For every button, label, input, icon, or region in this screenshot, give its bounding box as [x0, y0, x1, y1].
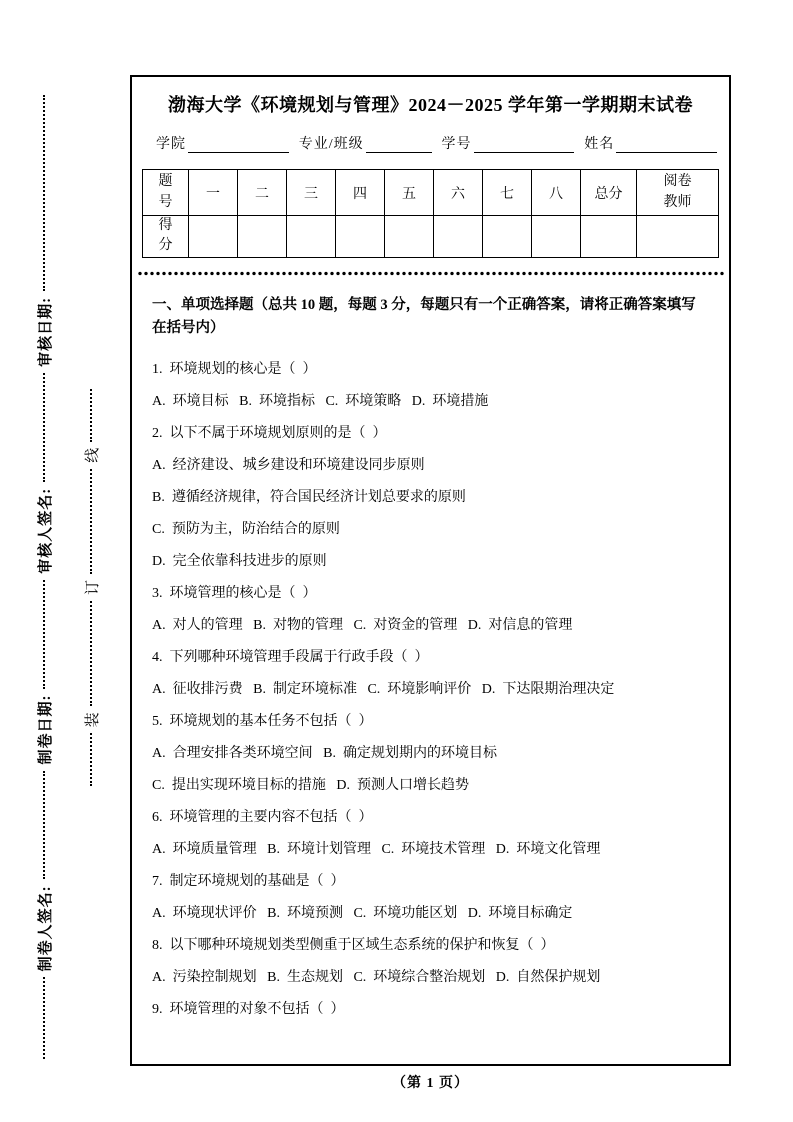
score-column-header: 总分: [581, 170, 637, 216]
exam-text-line: A. 环境现状评价 B. 环境预测 C. 环境功能区划 D. 环境目标确定: [152, 905, 573, 921]
question-area: [152, 360, 709, 1019]
exam-text-line: A. 环境质量管理 B. 环境计划管理 C. 环境技术管理 D. 环境文化管理: [152, 841, 601, 857]
stamp-label: 审核人签名:: [37, 487, 54, 574]
exam-text-line: 1. 环境规划的核心是（ ）: [152, 361, 317, 377]
exam-text-line: 4. 下列哪种环境管理手段属于行政手段（ ）: [152, 649, 429, 665]
score-input-cell: [581, 216, 637, 258]
info-field: [442, 133, 575, 153]
dotted-rule: [90, 733, 92, 786]
stamp-label: 制卷人签名:: [37, 885, 54, 972]
score-column-header: 四: [336, 170, 385, 216]
score-table-corner-cell: [143, 170, 189, 216]
score-input-cell: [483, 216, 532, 258]
exam-text-line: C. 预防为主，防治结合的原则: [152, 521, 340, 537]
exam-text-line: 2. 以下不属于环境规划原则的是（ ）: [152, 425, 387, 441]
info-field-blank: [188, 138, 289, 153]
exam-text-line: 9. 环境管理的对象不包括（ ）: [152, 1001, 345, 1017]
score-column-header: 三: [287, 170, 336, 216]
score-column-header: 八: [532, 170, 581, 216]
info-field-blank: [474, 138, 575, 153]
exam-text-line: B. 遵循经济规律，符合国民经济计划总要求的原则: [152, 489, 466, 505]
exam-text-line: D. 完全依靠科技进步的原则: [152, 553, 327, 569]
student-info-row: [156, 133, 717, 153]
binding-line-char: 线: [84, 447, 101, 463]
exam-title: 渤海大学《环境规划与管理》2024－2025 学年第一学期期末试卷: [168, 95, 693, 115]
info-field: [299, 133, 432, 153]
exam-text-line: C. 提出实现环境目标的措施 D. 预测人口增长趋势: [152, 777, 469, 793]
score-table: [142, 169, 719, 258]
dotted-rule: [43, 95, 45, 291]
score-input-cell: [385, 216, 434, 258]
score-input-cell: [189, 216, 238, 258]
dotted-rule: [90, 389, 92, 442]
score-column-header-text: 阅卷教师: [663, 174, 692, 210]
score-input-cell: [637, 216, 719, 258]
score-input-cell: [238, 216, 287, 258]
score-input-cell: [336, 216, 385, 258]
exam-text-line: A. 污染控制规划 B. 生态规划 C. 环境综合整治规划 D. 自然保护规划: [152, 969, 601, 985]
dotted-divider: [137, 271, 724, 276]
section-one-heading: 一、单项选择题（总共 10 题，每题 3 分，每题只有一个正确答案，请将正确答案填写在括号内）: [152, 296, 696, 336]
score-table-score-label: 得分: [158, 218, 173, 254]
binding-line-char: 订: [84, 580, 101, 596]
info-field-label: 姓名: [584, 137, 615, 152]
info-field-label: 专业/班级: [298, 137, 364, 152]
exam-text-line: A. 经济建设、城乡建设和环境建设同步原则: [152, 457, 425, 473]
score-table-header-row: [143, 170, 719, 216]
stamp-label: 审核日期:: [37, 296, 54, 367]
score-input-cell: [532, 216, 581, 258]
page-number: （第 1 页）: [392, 1076, 469, 1091]
exam-paper-frame: [130, 75, 731, 1066]
score-table-score-label-cell: [143, 216, 189, 258]
dotted-rule: [43, 580, 45, 689]
exam-text-line: A. 合理安排各类环境空间 B. 确定规划期内的环境目标: [152, 745, 497, 761]
dotted-rule: [43, 373, 45, 482]
info-field-blank: [616, 138, 717, 153]
binding-line-column: [80, 385, 102, 790]
binding-line-char: 装: [84, 712, 101, 728]
score-column-header: 七: [483, 170, 532, 216]
dotted-rule: [90, 469, 92, 574]
score-table-corner-label: 题号: [158, 174, 173, 210]
dotted-rule: [43, 771, 45, 880]
info-field: [584, 133, 717, 153]
score-column-header: 五: [385, 170, 434, 216]
score-input-cell: [287, 216, 336, 258]
exam-text-line: 6. 环境管理的主要内容不包括（ ）: [152, 809, 373, 825]
info-field: [156, 133, 289, 153]
exam-text-line: 3. 环境管理的核心是（ ）: [152, 585, 317, 601]
dotted-rule: [90, 601, 92, 706]
dotted-rule: [43, 977, 45, 1059]
exam-text-line: A. 对人的管理 B. 对物的管理 C. 对资金的管理 D. 对信息的管理: [152, 617, 573, 633]
score-table-score-row: [143, 216, 719, 258]
info-field-label: 学号: [441, 137, 472, 152]
score-column-header: [637, 170, 719, 216]
exam-text-line: A. 环境目标 B. 环境指标 C. 环境策略 D. 环境措施: [152, 393, 489, 409]
score-input-cell: [434, 216, 483, 258]
left-margin-stamp-column: [30, 91, 58, 1063]
score-column-header: 二: [238, 170, 287, 216]
exam-text-line: A. 征收排污费 B. 制定环境标准 C. 环境影响评价 D. 下达限期治理决定: [152, 681, 615, 697]
info-field-blank: [366, 138, 432, 153]
score-column-header: 一: [189, 170, 238, 216]
stamp-label: 制卷日期:: [37, 694, 54, 765]
info-field-label: 学院: [156, 137, 186, 152]
score-column-header: 六: [434, 170, 483, 216]
exam-text-line: 7. 制定环境规划的基础是（ ）: [152, 873, 345, 889]
exam-text-line: 5. 环境规划的基本任务不包括（ ）: [152, 713, 373, 729]
exam-text-line: 8. 以下哪种环境规划类型侧重于区域生态系统的保护和恢复（ ）: [152, 937, 555, 953]
